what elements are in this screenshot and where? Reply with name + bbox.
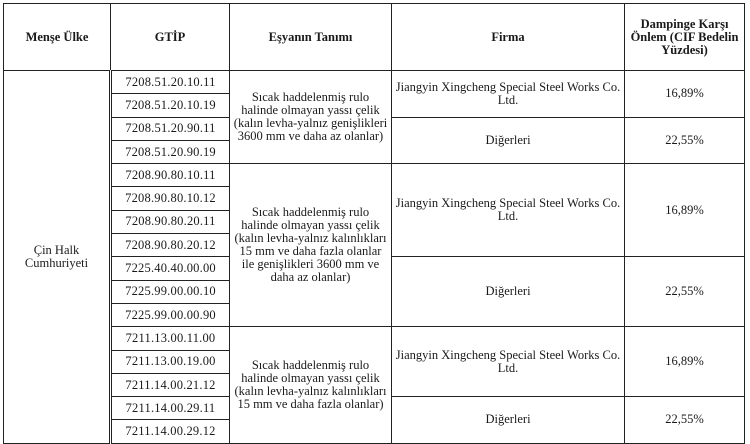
firm-name: Diğerleri xyxy=(392,397,625,444)
gtip-code: 7225.99.00.00.10 xyxy=(111,280,230,303)
header-firm: Firma xyxy=(392,4,625,71)
gtip-code: 7225.40.40.00.00 xyxy=(111,257,230,280)
goods-description: Sıcak haddelenmiş rulo halinde olmayan yassı çelik (kalın levha-yalnız kalınlıkları 15 mm ve daha fazla olanlar) xyxy=(230,327,392,443)
origin-country: Çin Halk Cumhuriyeti xyxy=(4,71,111,444)
table-row xyxy=(4,164,745,187)
table-row xyxy=(4,327,745,350)
header-description: Eşyanın Tanımı xyxy=(230,4,392,71)
header-origin: Menşe Ülke xyxy=(4,4,111,71)
duty-rate: 16,89% xyxy=(625,164,745,257)
header-gtip: GTİP xyxy=(111,4,230,71)
duty-rate: 22,55% xyxy=(625,257,745,327)
duty-rate: 22,55% xyxy=(625,117,745,164)
firm-name: Jiangyin Xingcheng Special Steel Works Co. Ltd. xyxy=(392,164,625,257)
gtip-code: 7208.51.20.10.11 xyxy=(111,71,230,94)
firm-name: Diğerleri xyxy=(392,257,625,327)
gtip-code: 7225.99.00.00.90 xyxy=(111,303,230,326)
gtip-code: 7211.13.00.11.00 xyxy=(111,327,230,350)
gtip-code: 7208.90.80.20.11 xyxy=(111,210,230,233)
gtip-code: 7211.13.00.19.00 xyxy=(111,350,230,373)
goods-description: Sıcak haddelenmiş rulo halinde olmayan yassı çelik (kalın levha-yalnız genişlikleri 3600 mm ve daha az olanlar) xyxy=(230,71,392,164)
table-row xyxy=(4,71,745,94)
gtip-code: 7211.14.00.21.12 xyxy=(111,373,230,396)
gtip-code: 7208.51.20.90.11 xyxy=(111,117,230,140)
gtip-code: 7208.90.80.10.12 xyxy=(111,187,230,210)
firm-name: Jiangyin Xingcheng Special Steel Works Co. Ltd. xyxy=(392,327,625,397)
gtip-code: 7208.90.80.10.11 xyxy=(111,164,230,187)
duty-rate: 22,55% xyxy=(625,397,745,444)
gtip-code: 7208.51.20.90.19 xyxy=(111,140,230,163)
duty-rate: 16,89% xyxy=(625,71,745,118)
header-duty: Dampinge Karşı Önlem (CIF Bedelin Yüzdesi) xyxy=(625,4,745,71)
header-row xyxy=(4,4,745,71)
firm-name: Diğerleri xyxy=(392,117,625,164)
firm-name: Jiangyin Xingcheng Special Steel Works Co. Ltd. xyxy=(392,71,625,118)
gtip-code: 7208.51.20.10.19 xyxy=(111,94,230,117)
anti-dumping-table xyxy=(3,3,745,444)
duty-rate: 16,89% xyxy=(625,327,745,397)
gtip-code: 7208.90.80.20.12 xyxy=(111,234,230,257)
gtip-code: 7211.14.00.29.12 xyxy=(111,420,230,443)
gtip-code: 7211.14.00.29.11 xyxy=(111,397,230,420)
goods-description: Sıcak haddelenmiş rulo halinde olmayan yassı çelik (kalın levha-yalnız kalınlıkları 15 mm ve daha fazla olanlar ile genişlikleri 3600 mm ve daha az olanlar) xyxy=(230,164,392,327)
